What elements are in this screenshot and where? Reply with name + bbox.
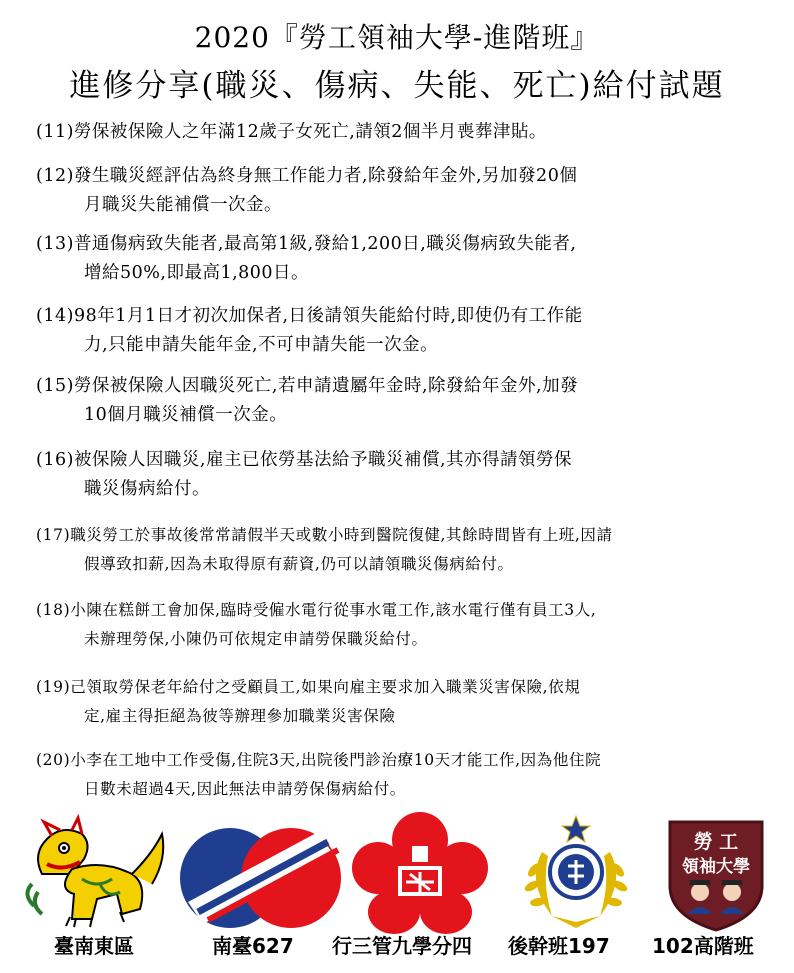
question-17 — [36, 521, 776, 579]
title-line-1: 2020『勞工領袖大學-進階班』 — [194, 21, 600, 54]
question-18 — [36, 596, 776, 654]
question-text: 己領取勞保老年給付之受顧員工,如果向雇主要求加入職業災害保險,依規 — [70, 678, 581, 696]
question-text-cont: 日數未超過4天,因此無法申請勞保傷病給付。 — [84, 780, 406, 798]
shield-text-2: 領袖大學 — [682, 857, 750, 877]
interlocking-circles-logo-icon — [178, 824, 343, 932]
title-line-2: 進修分享(職災、傷病、失能、死亡)給付試題 — [69, 68, 725, 104]
question-20 — [36, 746, 776, 804]
question-text: 小李在工地中工作受傷,住院3天,出院後門診治療10天才能工作,因為他住院 — [70, 751, 602, 769]
caption-row — [0, 930, 794, 960]
question-number: (16) — [36, 450, 74, 470]
caption-course: 行三管九學分四 — [332, 934, 472, 958]
question-text: 普通傷病致失能者,最高第1級,發給1,200日,職災傷病致失能者, — [73, 234, 577, 254]
shield-text-1: 勞 工 — [693, 831, 739, 853]
caption-advanced-class: 102高階班 — [652, 934, 754, 958]
question-11 — [36, 118, 776, 147]
question-text-cont: 10個月職災補償一次金。 — [84, 405, 288, 425]
question-text: 小陳在糕餅工會加保,臨時受僱水電行從事水電工作,該水電行僅有員工3人, — [70, 601, 597, 619]
question-number: (18) — [36, 601, 71, 619]
question-19 — [36, 673, 776, 731]
question-number: (17) — [36, 526, 71, 544]
caption-houganban: 後幹班197 — [508, 934, 610, 958]
question-text: 職災勞工於事故後常常請假半天或數小時到醫院復健,其餘時間皆有上班,因請 — [70, 526, 613, 544]
question-15 — [36, 372, 776, 430]
question-number: (19) — [36, 678, 71, 696]
question-14 — [36, 302, 776, 360]
question-text: 勞保被保險人之年滿12歲子女死亡,請領2個半月喪葬津貼。 — [73, 122, 547, 142]
caption-nantai: 南臺627 — [212, 934, 294, 958]
question-text-cont: 增給50%,即最高1,800日。 — [84, 263, 310, 283]
labor-leader-shield-logo-icon — [664, 816, 768, 934]
logo-row — [0, 808, 794, 938]
question-text-cont: 未辦理勞保,小陳仍可依規定申請勞保職災給付。 — [84, 630, 428, 648]
plum-blossom-logo-icon — [350, 810, 490, 935]
question-13 — [36, 230, 776, 288]
question-text-cont: 職災傷病給付。 — [84, 479, 210, 499]
caption-tainan-east: 臺南東區 — [54, 934, 134, 958]
question-text: 發生職災經評估為終身無工作能力者,除發給年金外,另加發20個 — [73, 166, 578, 186]
question-16 — [36, 446, 776, 504]
question-text: 98年1月1日才初次加保者,日後請領失能給付時,即使仍有工作能 — [73, 306, 583, 326]
question-number: (15) — [36, 376, 74, 396]
question-number: (13) — [36, 234, 74, 254]
question-text: 勞保被保險人因職災死亡,若申請遺屬年金時,除發給年金外,加發 — [73, 376, 579, 396]
question-number: (11) — [36, 122, 74, 142]
question-text: 被保險人因職災,雇主已依勞基法給予職災補償,其亦得請領勞保 — [73, 450, 573, 470]
question-text-cont: 定,雇主得拒絕為彼等辦理參加職業災害保險 — [84, 707, 396, 725]
question-number: (14) — [36, 306, 74, 326]
question-text-cont: 假導致扣薪,因為未取得原有薪資,仍可以請領職災傷病給付。 — [84, 555, 514, 573]
question-12 — [36, 162, 776, 220]
laurel-badge-logo-icon — [512, 812, 640, 937]
question-number: (20) — [36, 751, 71, 769]
question-text-cont: 月職災失能補償一次金。 — [84, 195, 282, 215]
question-text-cont: 力,只能申請失能年金,不可申請失能一次金。 — [84, 335, 439, 355]
question-number: (12) — [36, 166, 74, 186]
kirin-logo-icon — [12, 814, 172, 929]
